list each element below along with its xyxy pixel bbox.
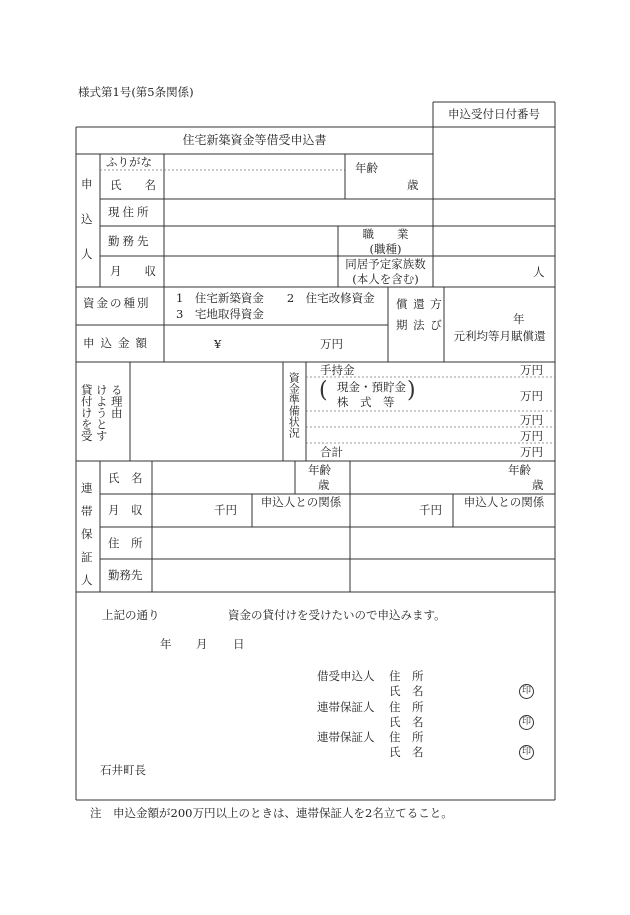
- guarantor-income-label: 月 収: [108, 503, 143, 517]
- declaration-end: 資金の貸付けを受けたいので申込みます。: [228, 608, 446, 622]
- date-year: 年: [160, 637, 172, 651]
- family-count-label: 同居予定家族数: [345, 257, 426, 271]
- loan-type-label: 資金の種別: [83, 296, 151, 310]
- cash-on-hand-label: 手持金: [320, 363, 355, 377]
- loan-type-option-1: 1 住宅新築資金 2 住宅改修資金: [176, 291, 375, 305]
- applicant-section-label-3: 人: [81, 247, 93, 261]
- repayment-year-unit: 年: [513, 312, 525, 326]
- loan-amount-label: 申込金額: [83, 336, 153, 350]
- deposits-label: 現金・預貯金: [337, 380, 406, 394]
- guarantor-2-seal-icon: 印: [519, 745, 534, 760]
- borrower-seal-icon: 印: [519, 684, 534, 699]
- receipt-number-label: 申込受付日付番号: [448, 107, 540, 121]
- deposits-unit: 万円: [520, 389, 543, 403]
- occupation-label: 職 業: [362, 227, 409, 241]
- borrower-address-label: 住 所: [389, 669, 424, 683]
- reason-label-2: けようとす: [94, 384, 109, 442]
- form-number: 様式第1号(第5条関係): [78, 85, 194, 99]
- right-brace: ): [407, 378, 416, 403]
- guarantor-1-sign-address: 住 所: [389, 700, 424, 714]
- applicant-age-label: 年齢: [355, 161, 378, 175]
- applicant-age-unit: 歳: [407, 178, 419, 192]
- guarantor-section-label-5: 人: [81, 573, 93, 587]
- stocks-label: 株 式 等: [337, 395, 395, 409]
- fund-total-unit: 万円: [520, 445, 543, 459]
- applicant-section-label-2: 込: [81, 212, 93, 226]
- guarantor-1-relation-label: 申込人との関係: [260, 495, 342, 509]
- guarantor-address-label: 住 所: [108, 536, 143, 550]
- form-title: 住宅新築資金等借受申込書: [182, 133, 327, 147]
- guarantor-workplace-label: 勤務先: [108, 568, 143, 582]
- borrower-label: 借受申込人: [317, 669, 375, 683]
- declaration-start: 上記の通り: [102, 608, 160, 622]
- guarantor-1-seal-icon: 印: [519, 715, 534, 730]
- yen-sign: ¥: [214, 337, 222, 351]
- guarantor-1-age-unit: 歳: [318, 478, 330, 492]
- borrower-name-label: 氏 名: [389, 684, 424, 698]
- guarantor-2-sign-name: 氏 名: [389, 745, 424, 759]
- loan-type-option-2: 3 宅地取得資金: [176, 307, 264, 321]
- loan-amount-unit: 万円: [320, 337, 343, 351]
- guarantor-1-sign-label: 連帯保証人: [317, 700, 375, 714]
- repayment-method: 元利均等月賦償還: [453, 329, 546, 343]
- guarantor-name-label: 氏 名: [108, 471, 143, 485]
- guarantor-2-relation-label: 申込人との関係: [463, 495, 545, 509]
- left-brace: (: [319, 378, 328, 403]
- guarantor-2-sign-label: 連帯保証人: [317, 730, 375, 744]
- reason-label-1: 貸付けを受: [79, 384, 94, 442]
- repayment-label-2: 期 法 び: [396, 318, 443, 332]
- fund-row-3-unit: 万円: [520, 413, 543, 427]
- fund-row-4-unit: 万円: [520, 429, 543, 443]
- occupation-type-label: (職種): [369, 242, 402, 256]
- guarantor-section-label-1: 連: [81, 481, 93, 495]
- guarantor-1-age-label: 年齢: [308, 463, 331, 477]
- applicant-address-label: 現住所: [108, 205, 152, 219]
- footnote: 注 申込金額が200万円以上のときは、連帯保証人を2名立てること。: [90, 806, 453, 820]
- guarantor-2-income-unit: 千円: [419, 503, 442, 517]
- applicant-name-label: 氏 名: [110, 178, 156, 192]
- applicant-workplace-label: 勤務先: [108, 234, 152, 248]
- date-month: 月: [196, 637, 208, 651]
- guarantor-2-sign-address: 住 所: [389, 730, 424, 744]
- fund-preparation-label: 資金準備状況: [287, 372, 301, 438]
- fund-total-label: 合計: [320, 445, 343, 459]
- guarantor-2-age-unit: 歳: [532, 478, 544, 492]
- family-count-note: (本人を含む): [352, 272, 419, 286]
- guarantor-2-age-label: 年齢: [508, 463, 531, 477]
- repayment-label-1: 償 還 方: [396, 297, 443, 311]
- date-day: 日: [233, 637, 245, 651]
- applicant-section-label-1: 申: [81, 177, 93, 191]
- guarantor-1-income-unit: 千円: [214, 503, 237, 517]
- applicant-income-label: 月 収: [110, 264, 156, 278]
- family-count-unit: 人: [533, 265, 545, 279]
- guarantor-section-label-2: 帯: [81, 504, 93, 518]
- addressee: 石井町長: [100, 763, 146, 777]
- cash-on-hand-unit: 万円: [520, 363, 543, 377]
- reason-label-3: る理由: [109, 384, 124, 419]
- guarantor-section-label-4: 証: [81, 550, 93, 564]
- furigana-label: ふりがな: [106, 155, 152, 169]
- guarantor-section-label-3: 保: [81, 527, 93, 541]
- guarantor-1-sign-name: 氏 名: [389, 715, 424, 729]
